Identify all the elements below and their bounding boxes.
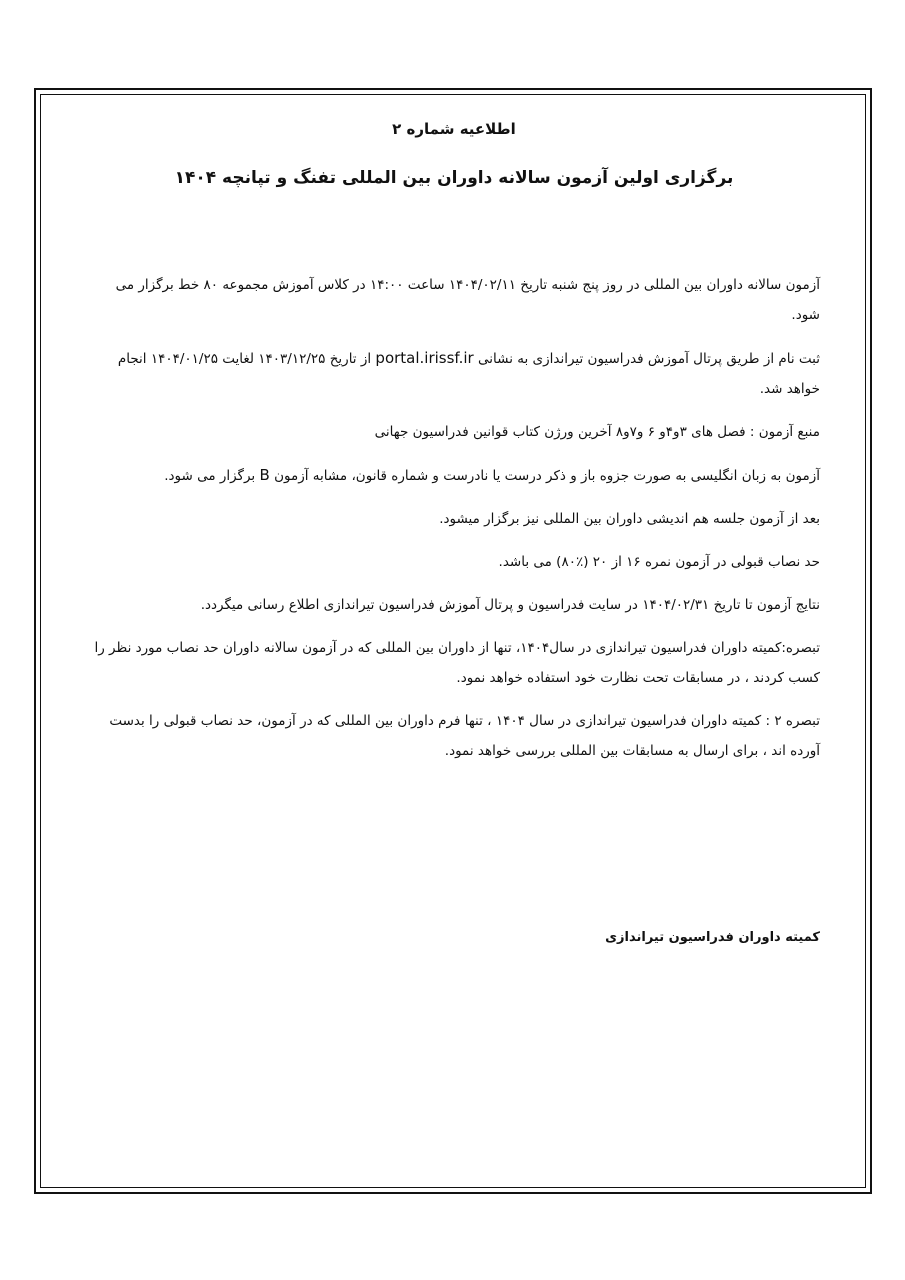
- registration-text-start: ثبت نام از طریق پرتال آموزش فدراسیون تیراندازی به نشانی: [473, 351, 820, 367]
- exam-type-letter: B: [259, 466, 270, 484]
- paragraph-exam-date: آزمون سالانه داوران بین المللی در روز پنج شنبه تاریخ ۱۴۰۴/۰۲/۱۱ ساعت ۱۴:۰۰ در کلاس آموزش مجموعه ۸۰ خط برگزار می شود.: [115, 277, 820, 323]
- paragraph-exam-format: [88, 460, 820, 491]
- paragraph-exam-source: منبع آزمون : فصل های ۳و۴و ۶ و۷و۸ آخرین ورژن کتاب قوانین فدراسیون جهانی: [374, 424, 820, 440]
- paragraph-results: نتایج آزمون تا تاریخ ۱۴۰۴/۰۲/۳۱ در سایت فدراسیون و پرتال آموزش فدراسیون تیراندازی اطلاع رسانی میگردد.: [200, 597, 820, 613]
- paragraph-passing-score: حد نصاب قبولی در آزمون نمره ۱۶ از ۲۰ (٪۸۰) می باشد.: [498, 554, 820, 570]
- paragraph-registration: [88, 343, 820, 404]
- exam-format-text-start: آزمون به زبان انگلیسی به صورت جزوه باز و ذکر درست یا نادرست و شماره قانون، مشابه آزمون: [269, 468, 820, 484]
- notice-number: اطلاعیه شماره ۲: [392, 120, 516, 138]
- signature: کمیته داوران فدراسیون تیراندازی: [605, 930, 820, 945]
- paragraph-note-2: تبصره ۲ : کمیته داوران فدراسیون تیراندازی در سال ۱۴۰۴ ، تنها فرم داوران بین المللی که در آزمون، حد نصاب قبولی را بدست آورده اند ، برای ارسال به مسابقات بین المللی بررسی خواهد نمود.: [109, 713, 820, 759]
- registration-text-end: از تاریخ ۱۴۰۳/۱۲/۲۵ لغایت ۱۴۰۴/۰۱/۲۵ انجام خواهد شد.: [117, 351, 820, 397]
- document-title: برگزاری اولین آزمون سالانه داوران بین المللی تفنگ و تپانچه ۱۴۰۴: [174, 168, 734, 188]
- portal-link[interactable]: portal.irissf.ir: [375, 349, 474, 367]
- paragraph-note-1: تبصره:کمیته داوران فدراسیون تیراندازی در سال۱۴۰۴، تنها از داوران بین المللی که در آزمون سالانه داوران حد نصاب مورد نظر را کسب کردند ، در مسابقات تحت نظارت خود استفاده خواهد نمود.: [94, 640, 820, 686]
- paragraph-seminar: بعد از آزمون جلسه هم اندیشی داوران بین المللی نیز برگزار میشود.: [439, 511, 820, 527]
- paragraph-list: [88, 270, 820, 779]
- exam-format-text-end: برگزار می شود.: [164, 468, 260, 484]
